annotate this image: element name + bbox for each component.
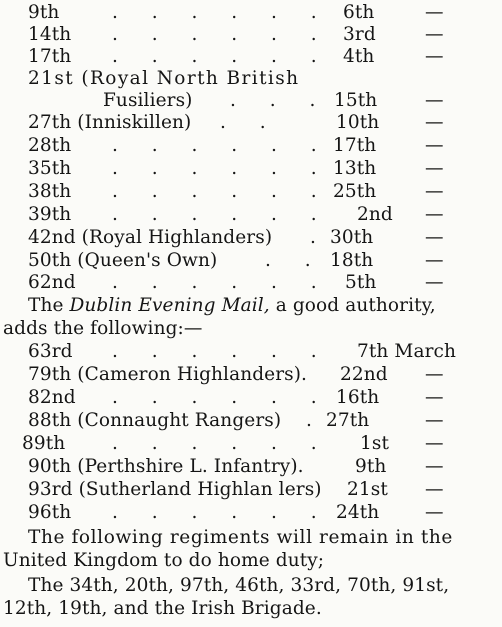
regiment: 42nd (Royal Highlanders) (28, 227, 273, 248)
date: 13th (333, 158, 377, 179)
leader-dots: . . . . . . (112, 135, 331, 156)
ditto-mark: — (425, 272, 444, 293)
regiment: 96th (28, 502, 72, 523)
leader-dots: . . . . . . (112, 502, 331, 523)
regiment: 39th (28, 204, 72, 225)
leader-dots: . . . . . . (112, 341, 331, 362)
leader-dots: . (310, 227, 330, 248)
regiment: Fusiliers) (103, 90, 193, 111)
date: 1st (360, 433, 389, 454)
date: 21st (347, 479, 388, 500)
leader-dots: . . . . . . (112, 204, 331, 225)
ditto-mark: — (425, 433, 444, 454)
date: 9th (355, 456, 387, 477)
date: 2nd (357, 204, 393, 225)
date: 3rd (343, 24, 376, 45)
regiment: 35th (28, 158, 72, 179)
ditto-mark: — (425, 112, 444, 133)
paragraph-line (28, 295, 436, 317)
regiment: 79th (Cameron Highlanders). (28, 364, 308, 385)
ditto-mark: — (425, 364, 444, 385)
date: 15th (334, 90, 378, 111)
leader-dots: . . . . . . (112, 387, 331, 408)
regiment: 9th (28, 2, 60, 23)
date: 25th (333, 181, 377, 202)
regiment: 28th (28, 135, 72, 156)
date: 30th (330, 227, 374, 248)
date: 4th (343, 46, 375, 67)
ditto-mark: — (425, 181, 444, 202)
date: 22nd (340, 364, 388, 385)
date: 6th (343, 2, 375, 23)
paragraph-line: 12th, 19th, and the Irish Brigade. (3, 598, 322, 619)
ditto-mark: — (425, 204, 444, 225)
regiment: 27th (Inniskillen) (28, 112, 192, 133)
date: 16th (336, 387, 380, 408)
ditto-mark: — (425, 135, 444, 156)
leader-dots: . . . . . . (112, 433, 331, 454)
newspaper-title: Dublin Evening Mail, (69, 295, 270, 316)
regiment: 17th (28, 46, 72, 67)
regiment: 38th (28, 181, 72, 202)
regiment: 82nd (28, 387, 76, 408)
leader-dots: . . (220, 112, 280, 133)
date: 10th (336, 112, 380, 133)
regiment: 21st (Royal North British (28, 68, 300, 89)
ditto-mark: — (425, 90, 444, 111)
leader-dots: . . . . . . (112, 272, 331, 293)
regiment: 63rd (28, 341, 73, 362)
regiment: 89th (22, 433, 66, 454)
ditto-mark: — (425, 227, 444, 248)
ditto-mark: — (425, 410, 444, 431)
regiment: 62nd (28, 272, 76, 293)
date: 5th (345, 272, 377, 293)
mail-text-pre: The (28, 295, 70, 316)
leader-dots: . . . . . . (112, 46, 331, 67)
ditto-mark: — (425, 250, 444, 271)
leader-dots: . (306, 410, 326, 431)
regiment: 88th (Connaught Rangers) (28, 410, 282, 431)
date: 24th (336, 502, 380, 523)
leader-dots: . . . (230, 90, 330, 111)
leader-dots: . . . . . . (112, 158, 331, 179)
ditto-mark: — (425, 158, 444, 179)
ditto-mark: — (425, 387, 444, 408)
regiment: 14th (28, 24, 72, 45)
date: 18th (330, 250, 374, 271)
ditto-mark: — (425, 2, 444, 23)
ditto-mark: — (425, 46, 444, 67)
date: 7th March (357, 341, 456, 362)
leader-dots: . . . . . . (112, 2, 331, 23)
regiment: 50th (Queen's Own) (28, 250, 218, 271)
paragraph-line: adds the following:— (3, 318, 203, 339)
regiment: 93rd (Sutherland Highlan lers) (28, 479, 322, 500)
paragraph-line: The 34th, 20th, 97th, 46th, 33rd, 70th, 91st, (28, 575, 450, 596)
paragraph-line: United Kingdom to do home duty; (3, 550, 325, 571)
date: 17th (333, 135, 377, 156)
mail-text-post: a good authority, (269, 295, 436, 316)
date: 27th (326, 410, 370, 431)
leader-dots: . . . . . . (112, 24, 331, 45)
ditto-mark: — (425, 479, 444, 500)
leader-dots: . . (265, 250, 325, 271)
regiment: 90th (Perthshire L. Infantry). (28, 456, 304, 477)
ditto-mark: — (425, 24, 444, 45)
leader-dots: . . . . . . (112, 181, 331, 202)
ditto-mark: — (425, 456, 444, 477)
paragraph-line: The following regiments will remain in the (28, 527, 453, 548)
ditto-mark: — (425, 502, 444, 523)
